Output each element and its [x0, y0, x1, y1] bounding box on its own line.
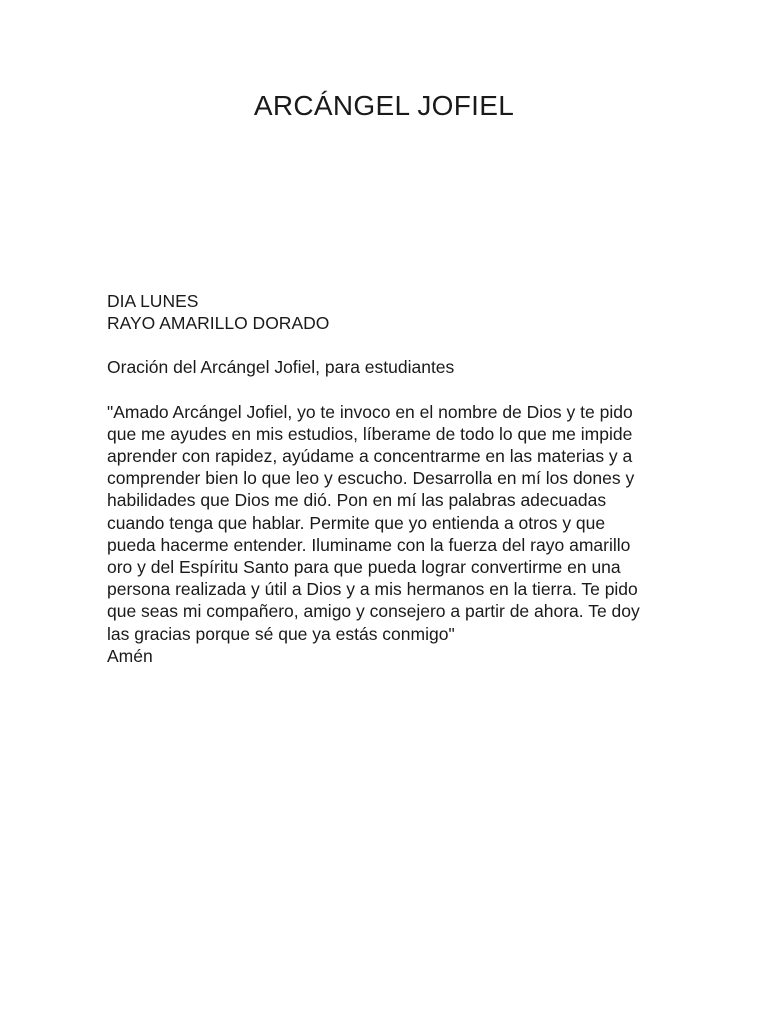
prayer-line: oro y del Espíritu Santo para que pueda lograr convertirme en una [107, 557, 621, 578]
prayer-line: pueda hacerme entender. Iluminame con la fuerza del rayo amarillo [107, 534, 631, 555]
prayer-line: habilidades que Dios me dió. Pon en mí las palabras adecuadas [107, 490, 607, 511]
prayer-line: que me ayudes en mis estudios, líberame de todo lo que me impide [107, 423, 633, 444]
day-line: DIA LUNES [107, 291, 199, 311]
prayer-line: persona realizada y útil a Dios y a mis hermanos en la tierra. Te pido [107, 579, 638, 600]
paragraph-gap [107, 334, 667, 356]
paragraph-gap [107, 379, 667, 401]
prayer-line: cuando tenga que hablar. Permite que yo entienda a otros y que [107, 512, 606, 533]
closing-line: Amén [107, 645, 153, 666]
prayer-line: que seas mi compañero, amigo y consejero a partir de ahora. Te doy [107, 601, 640, 622]
ray-line: RAYO AMARILLO DORADO [107, 313, 330, 334]
prayer-line: "Amado Arcángel Jofiel, yo te invoco en el nombre de Dios y te pido [107, 401, 633, 422]
document-body [107, 290, 667, 667]
prayer-subtitle: Oración del Arcángel Jofiel, para estudiantes [107, 357, 455, 378]
document-title: ARCÁNGEL JOFIEL [253, 90, 515, 121]
prayer-line: las gracias porque sé que ya estás conmigo" [107, 623, 455, 644]
prayer-line: comprender bien lo que leo y escucho. Desarrolla en mí los dones y [107, 468, 635, 489]
prayer-line: aprender con rapidez, ayúdame a concentrarme en las materias y a [107, 446, 633, 467]
